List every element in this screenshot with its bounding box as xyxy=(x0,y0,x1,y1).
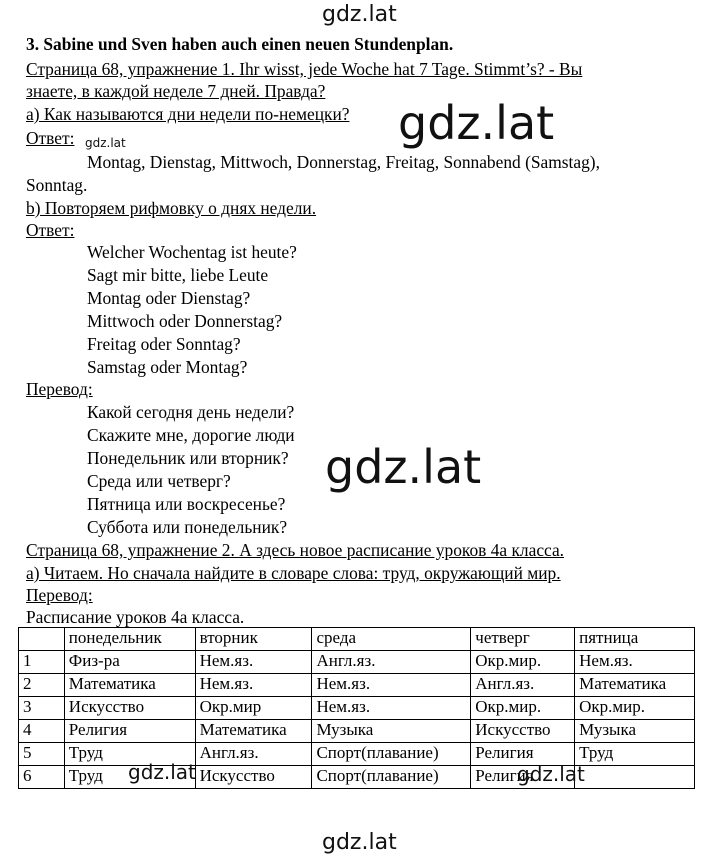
watermark-table-right: gdz.lat xyxy=(517,762,585,786)
table-row xyxy=(19,674,695,697)
table-header-cell: вторник xyxy=(195,628,312,651)
poem-line: Mittwoch oder Donnerstag? xyxy=(87,311,283,331)
schedule-table xyxy=(18,627,695,789)
table-header-cell: среда xyxy=(312,628,471,651)
translation-line: Скажите мне, дорогие люди xyxy=(87,425,295,445)
table-cell: Музыка xyxy=(312,720,471,743)
table-cell: 5 xyxy=(19,743,65,766)
table-cell: Окр.мир xyxy=(195,697,312,720)
ex1-title-line2: знаете, в каждой неделе 7 дней. Правда? xyxy=(26,81,326,101)
translation-line: Пятница или воскресенье? xyxy=(87,494,286,514)
table-cell: Нем.яз. xyxy=(195,651,312,674)
ex1-answer-label-b: Ответ: xyxy=(26,220,75,240)
table-cell: 2 xyxy=(19,674,65,697)
poem-line: Samstag oder Montag? xyxy=(87,357,248,377)
table-cell: Труд xyxy=(64,743,195,766)
table-header-cell: четверг xyxy=(471,628,575,651)
table-header-cell xyxy=(19,628,65,651)
days-line1: Montag, Dienstag, Mittwoch, Donnerstag, Freitag, Sonnabend (Samstag), xyxy=(87,152,600,172)
ex1-title-line1: Страница 68, упражнение 1. Ihr wisst, jede Woche hat 7 Tage. Stimmt’s? - Вы xyxy=(26,59,583,79)
table-cell: Окр.мир. xyxy=(471,697,575,720)
ex1-answer-label: Ответ: xyxy=(26,128,75,148)
ex1-translation-label: Перевод: xyxy=(26,379,93,399)
ex2-task-a: a) Читаем. Но сначала найдите в словаре слова: труд, окружающий мир. xyxy=(26,563,561,583)
table-row xyxy=(19,720,695,743)
table-cell: Спорт(плавание) xyxy=(312,766,471,789)
table-cell: Нем.яз. xyxy=(575,651,695,674)
watermark-large-middle: gdz.lat xyxy=(325,440,482,494)
table-header-row xyxy=(19,628,695,651)
translation-line: Какой сегодня день недели? xyxy=(87,402,295,422)
table-cell: Труд xyxy=(575,743,695,766)
translation-line: Суббота или понедельник? xyxy=(87,517,288,537)
table-cell: Англ.яз. xyxy=(471,674,575,697)
table-cell: Нем.яз. xyxy=(312,674,471,697)
table-header-cell: понедельник xyxy=(64,628,195,651)
table-cell: Религия xyxy=(471,766,575,789)
table-cell: Музыка xyxy=(575,720,695,743)
table-cell: Математика xyxy=(64,674,195,697)
table-cell: Окр.мир. xyxy=(471,651,575,674)
table-cell: Англ.яз. xyxy=(312,651,471,674)
watermark-top: gdz.lat xyxy=(322,2,397,27)
table-cell: Спорт(плавание) xyxy=(312,743,471,766)
ex1-task-b: b) Повторяем рифмовку о днях недели. xyxy=(26,198,317,218)
ex1-task-a: a) Как называются дни недели по-немецки? xyxy=(26,104,350,124)
ex2-translation-label: Перевод: xyxy=(26,585,93,605)
table-cell: 6 xyxy=(19,766,65,789)
translation-line: Среда или четверг? xyxy=(87,471,231,491)
table-cell: Англ.яз. xyxy=(195,743,312,766)
table-cell: Нем.яз. xyxy=(195,674,312,697)
table-cell: Искусство xyxy=(64,697,195,720)
poem-line: Sagt mir bitte, liebe Leute xyxy=(87,265,269,285)
poem-line: Montag oder Dienstag? xyxy=(87,288,251,308)
table-cell: Религия xyxy=(64,720,195,743)
table-row xyxy=(19,766,695,789)
watermark-small: gdz.lat xyxy=(85,136,126,150)
table-cell: 4 xyxy=(19,720,65,743)
table-cell: Нем.яз. xyxy=(312,697,471,720)
table-cell: Труд xyxy=(64,766,195,789)
schedule-title: Расписание уроков 4а класса. xyxy=(26,607,245,627)
table-cell: 3 xyxy=(19,697,65,720)
exercise-heading: 3. Sabine und Sven haben auch einen neuen Stundenplan. xyxy=(26,34,454,54)
table-header-cell: пятница xyxy=(575,628,695,651)
table-cell xyxy=(575,766,695,789)
table-cell: Математика xyxy=(575,674,695,697)
table-cell: Религия xyxy=(471,743,575,766)
poem-line: Welcher Wochentag ist heute? xyxy=(87,242,297,262)
table-cell: 1 xyxy=(19,651,65,674)
ex2-title: Страница 68, упражнение 2. А здесь новое расписание уроков 4а класса. xyxy=(26,540,565,560)
table-row xyxy=(19,697,695,720)
days-line2: Sonntag. xyxy=(26,175,88,195)
table-row xyxy=(19,743,695,766)
table-cell: Окр.мир. xyxy=(575,697,695,720)
poem-line: Freitag oder Sonntag? xyxy=(87,334,241,354)
table-cell: Математика xyxy=(195,720,312,743)
watermark-large-upper: gdz.lat xyxy=(398,96,555,150)
translation-line: Понедельник или вторник? xyxy=(87,448,289,468)
table-row xyxy=(19,651,695,674)
watermark-bottom: gdz.lat xyxy=(322,830,397,855)
table-cell: Физ-ра xyxy=(64,651,195,674)
table-cell: Искусство xyxy=(471,720,575,743)
watermark-table-left: gdz.lat xyxy=(128,760,196,784)
table-cell: Искусство xyxy=(195,766,312,789)
